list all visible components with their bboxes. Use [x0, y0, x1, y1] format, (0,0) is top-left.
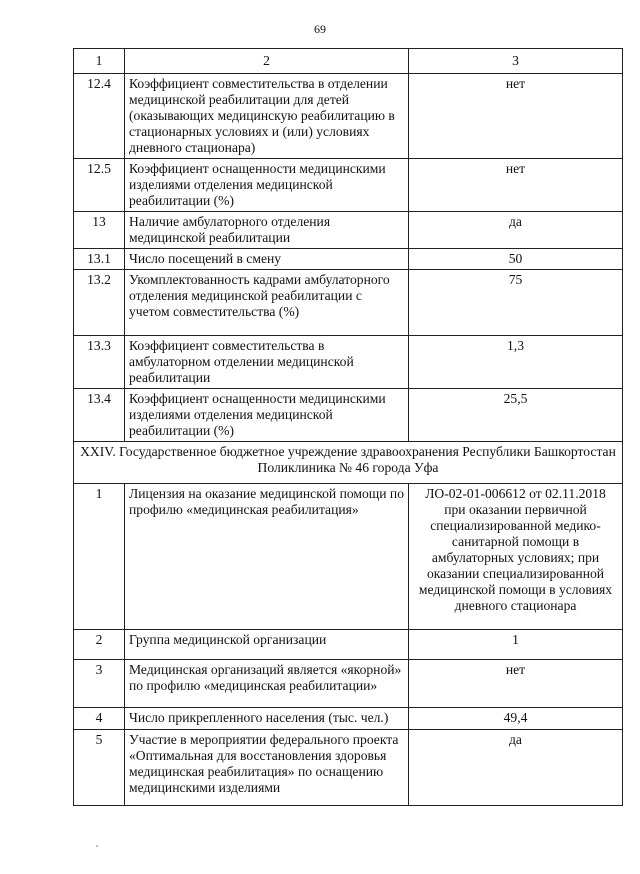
row-number: 13.1	[74, 249, 125, 270]
row-number: 3	[74, 660, 125, 708]
row-number: 5	[74, 730, 125, 806]
table-row	[74, 212, 623, 249]
table-row	[74, 74, 623, 159]
row-value: 50	[409, 249, 623, 270]
row-number: 1	[74, 484, 125, 630]
row-description: Группа медицинской организации	[125, 630, 409, 660]
row-value: 75	[409, 270, 623, 336]
row-number: 13.3	[74, 336, 125, 389]
row-number: 13	[74, 212, 125, 249]
data-table	[73, 48, 623, 806]
row-number: 13.4	[74, 389, 125, 442]
table-row	[74, 484, 623, 630]
row-description: Число посещений в смену	[125, 249, 409, 270]
row-number: 2	[74, 630, 125, 660]
row-description: Лицензия на оказание медицинской помощи по профилю «медицинская реабилитация»	[125, 484, 409, 630]
row-description: Коэффициент совместительства в амбулаторном отделении медицинской реабилитации	[125, 336, 409, 389]
page-number: 69	[314, 22, 326, 36]
header-col-1: 1	[74, 49, 125, 74]
table-row	[74, 630, 623, 660]
row-value: 1,3	[409, 336, 623, 389]
row-value: 25,5	[409, 389, 623, 442]
row-value: 49,4	[409, 708, 623, 730]
row-value: да	[409, 212, 623, 249]
row-description: Наличие амбулаторного отделения медицинской реабилитации	[125, 212, 409, 249]
header-col-3: 3	[409, 49, 623, 74]
row-value: да	[409, 730, 623, 806]
section-row	[74, 442, 623, 484]
row-value: нет	[409, 159, 623, 212]
table-row	[74, 660, 623, 708]
row-description: Медицинская организаций является «якорной» по профилю «медицинская реабилитации»	[125, 660, 409, 708]
row-number: 13.2	[74, 270, 125, 336]
table-row	[74, 159, 623, 212]
row-number: 12.4	[74, 74, 125, 159]
table-row	[74, 270, 623, 336]
scan-speck	[96, 845, 98, 847]
table-row	[74, 389, 623, 442]
row-value: нет	[409, 660, 623, 708]
row-description: Коэффициент совместительства в отделении медицинской реабилитации для детей (оказывающих медицинскую реабилитацию в стационарных условиях и (или) условиях дневного стационара)	[125, 74, 409, 159]
row-value: нет	[409, 74, 623, 159]
row-number: 12.5	[74, 159, 125, 212]
table-row	[74, 336, 623, 389]
table-row	[74, 708, 623, 730]
header-col-2: 2	[125, 49, 409, 74]
row-number: 4	[74, 708, 125, 730]
section-title: XXIV. Государственное бюджетное учреждение здравоохранения Республики Башкортостан Поликлиника № 46 города Уфа	[74, 442, 623, 484]
row-value: 1	[409, 630, 623, 660]
row-description: Число прикрепленного населения (тыс. чел.)	[125, 708, 409, 730]
row-description: Коэффициент оснащенности медицинскими изделиями отделения медицинской реабилитации (%)	[125, 389, 409, 442]
row-value: ЛО-02-01-006612 от 02.11.2018 при оказании первичной специализированной медико-санитарной помощи в амбулаторных условиях; при оказании специализированной медицинской помощи в условиях дневного стационара	[409, 484, 623, 630]
row-description: Коэффициент оснащенности медицинскими изделиями отделения медицинской реабилитации (%)	[125, 159, 409, 212]
table-header-row	[74, 49, 623, 74]
table-row	[74, 730, 623, 806]
row-description: Участие в мероприятии федерального проекта «Оптимальная для восстановления здоровья медицинская реабилитация» по оснащению медицинскими изделиями	[125, 730, 409, 806]
table-row	[74, 249, 623, 270]
row-description: Укомплектованность кадрами амбулаторного отделения медицинской реабилитации с учетом совместительства (%)	[125, 270, 409, 336]
